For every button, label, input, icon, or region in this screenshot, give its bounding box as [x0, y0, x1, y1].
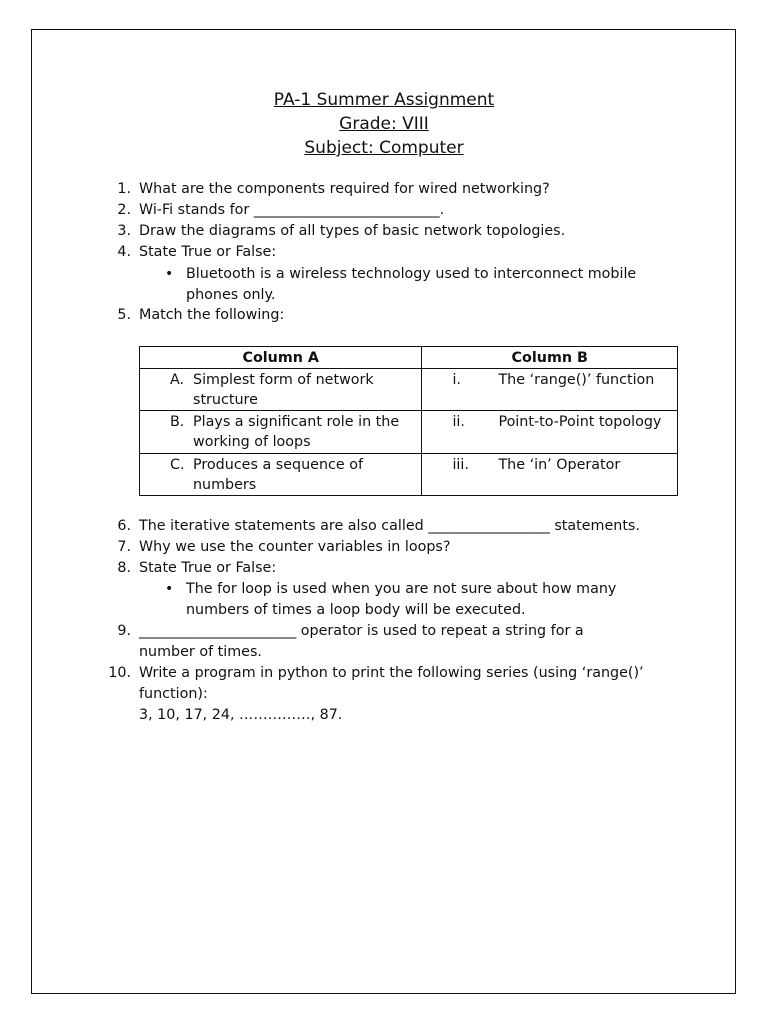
match-table	[139, 346, 678, 496]
column-a-label: C.	[170, 456, 185, 473]
column-b-text: The ‘in’ Operator	[498, 456, 621, 473]
bullet-text: Bluetooth is a wireless technology used to interconnect mobile	[186, 266, 637, 282]
bullet-dot-icon: •	[165, 581, 174, 597]
table-row	[140, 411, 678, 453]
question-number: 10.	[108, 665, 131, 681]
question-text: Why we use the counter variables in loops?	[139, 539, 451, 555]
column-a-label: A.	[170, 372, 185, 388]
column-a-label: B.	[170, 414, 185, 431]
question-text: Wi-Fi stands for __________________________.	[139, 202, 445, 218]
page-border	[31, 29, 736, 994]
question-text: Match the following:	[139, 307, 285, 323]
question-text: number of times.	[139, 644, 262, 660]
question-text: What are the components required for wired networking?	[139, 181, 550, 197]
question-number: 8.	[117, 560, 131, 576]
question-number: 7.	[117, 539, 131, 555]
question-number: 6.	[117, 518, 131, 534]
question-number: 9.	[117, 623, 131, 639]
grade-heading: Grade: VIII	[339, 114, 429, 134]
column-b-label: i.	[452, 372, 461, 388]
question-number: 3.	[117, 223, 131, 239]
question-text: Write a program in python to print the following series (using ‘range()’	[139, 665, 644, 681]
question-text: The iterative statements are also called _________________ statements.	[139, 518, 640, 534]
question-text: function):	[139, 686, 208, 702]
question-text: ______________________ operator is used to repeat a string for a	[139, 623, 584, 639]
series-text: 3, 10, 17, 24, ……………, 87.	[139, 707, 343, 723]
column-b-header: Column B	[422, 347, 678, 369]
column-a-text: Simplest form of network structure	[193, 372, 374, 408]
bullet-text: The for loop is used when you are not sure about how many	[186, 581, 617, 597]
bullet-text: phones only.	[186, 287, 276, 303]
question-text: State True or False:	[139, 560, 277, 576]
question-number: 5.	[117, 307, 131, 323]
column-b-text: Point-to-Point topology	[498, 414, 662, 431]
column-b-text: The ‘range()’ function	[498, 372, 655, 388]
column-a-header: Column A	[140, 347, 422, 369]
bullet-text: numbers of times a loop body will be executed.	[186, 602, 526, 618]
table-row	[140, 369, 678, 411]
bullet-dot-icon: •	[165, 266, 174, 282]
question-number: 1.	[117, 181, 131, 197]
subject-heading: Subject: Computer	[304, 138, 464, 158]
question-text: State True or False:	[139, 244, 277, 260]
column-a-text: Plays a significant role in the working of loops	[193, 414, 400, 451]
column-b-label: ii.	[452, 414, 465, 431]
question-number: 2.	[117, 202, 131, 218]
document-title: PA-1 Summer Assignment	[273, 90, 495, 110]
table-row	[140, 453, 678, 495]
question-text: Draw the diagrams of all types of basic network topologies.	[139, 223, 566, 239]
question-number: 4.	[117, 244, 131, 260]
column-b-label: iii.	[452, 456, 469, 473]
column-a-text: Produces a sequence of numbers	[193, 456, 363, 493]
